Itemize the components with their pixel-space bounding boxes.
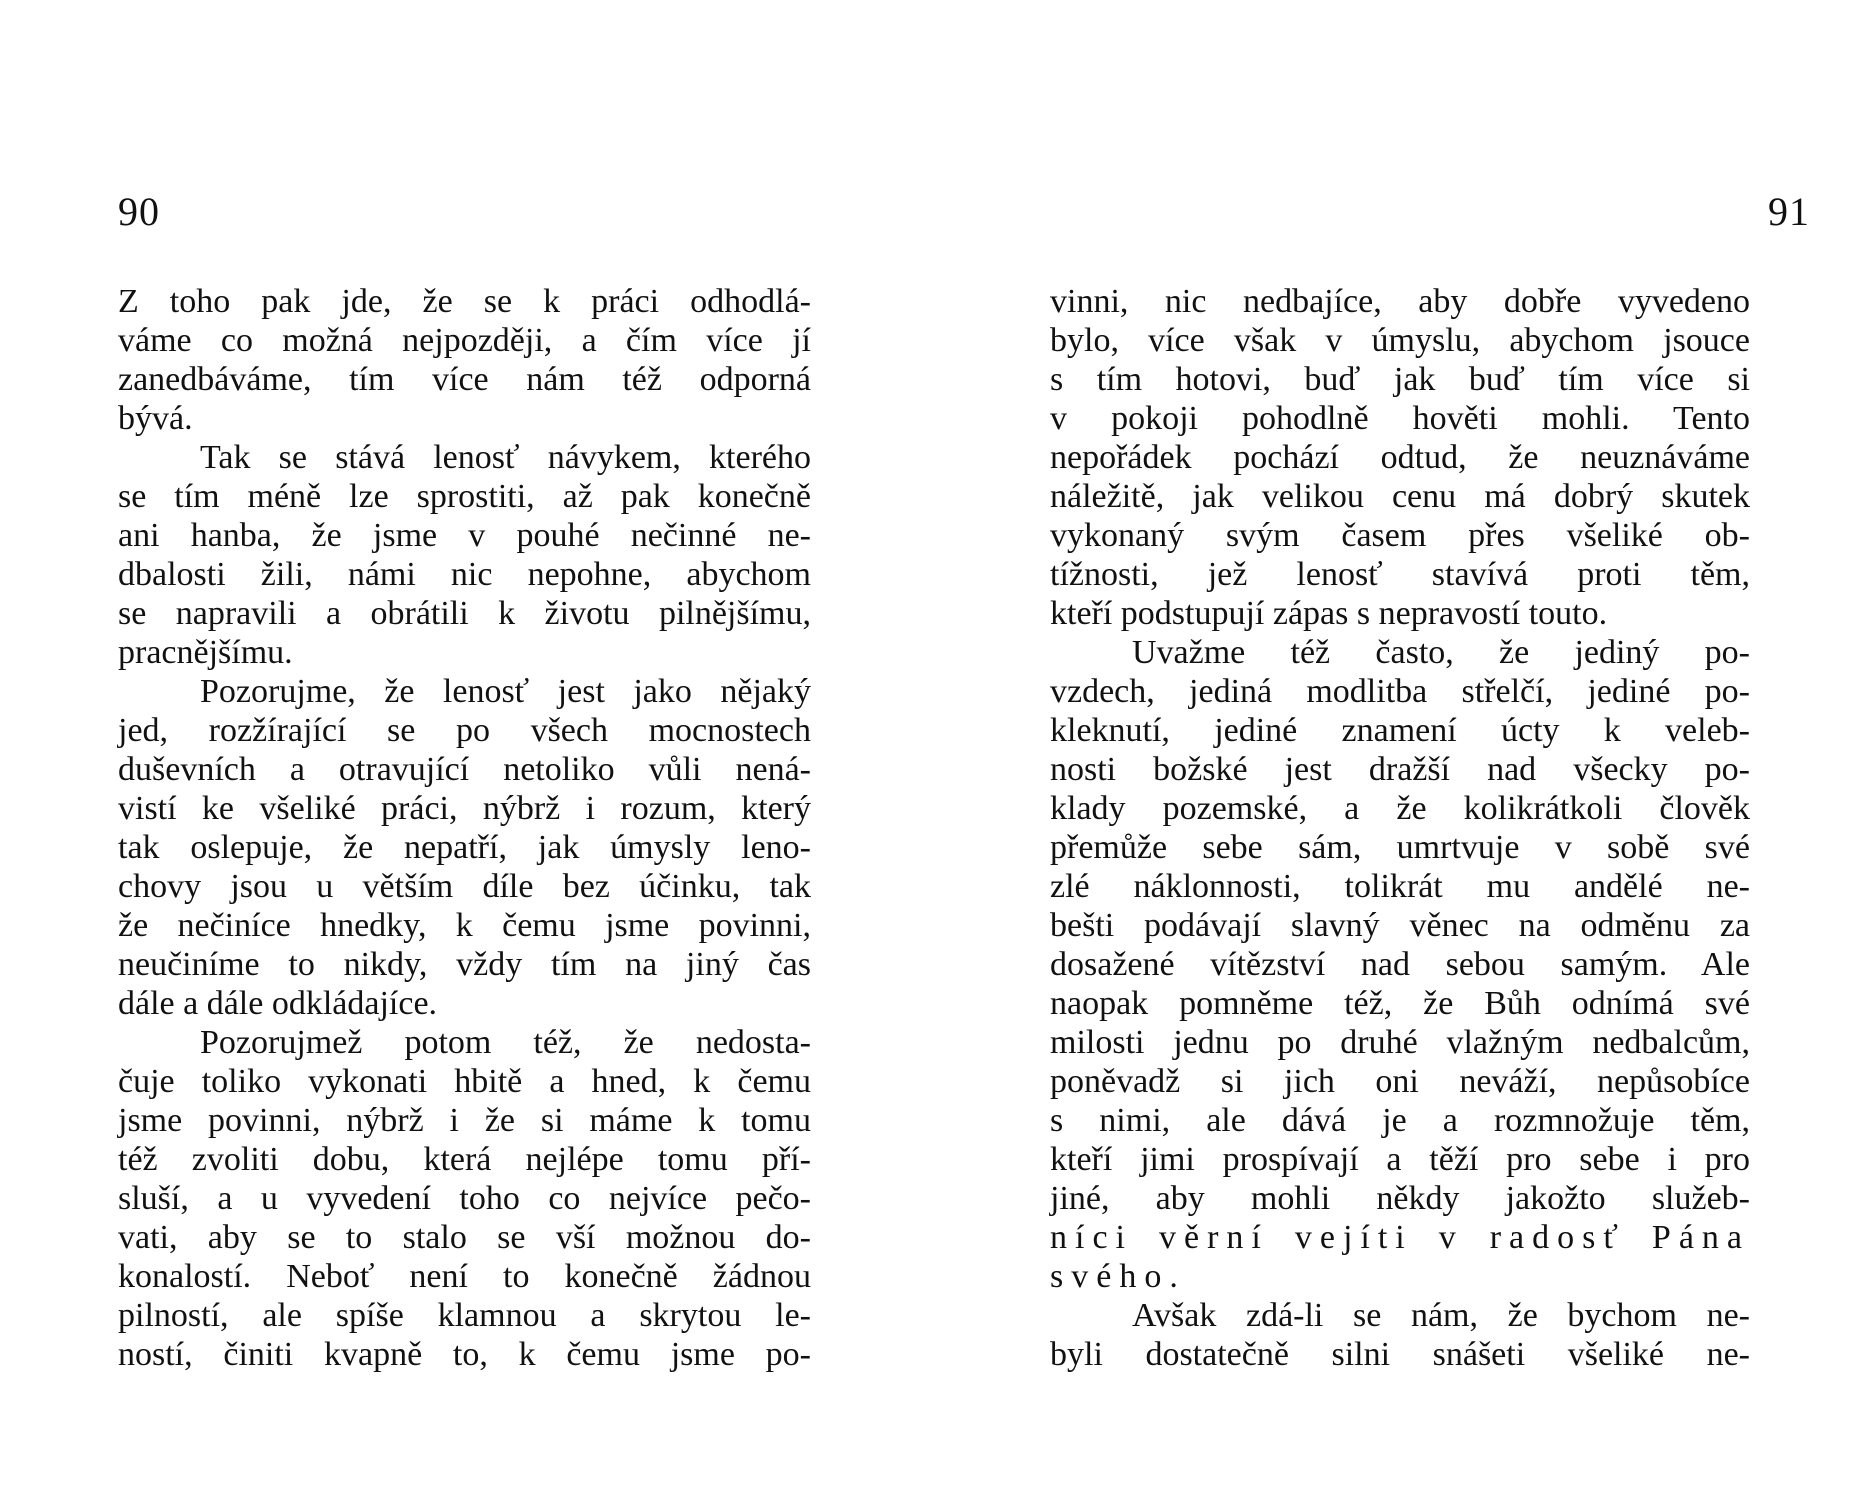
text-line: kteří jimi prospívají a těží pro sebe i pro (1050, 1141, 1750, 1178)
text-line: vinni, nic nedbajíce, aby dobře vyvedeno (1050, 283, 1750, 320)
text-line: též zvoliti dobu, která nejlépe tomu pří- (118, 1141, 811, 1178)
text-line: nosti božské jest dražší nad všecky po- (1050, 751, 1750, 788)
text-line: přemůže sebe sám, umrtvuje v sobě své (1050, 829, 1750, 866)
text-line: že nečiníce hnedky, k čemu jsme povinni, (118, 907, 811, 944)
text-line: dále a dále odkládajíce. (118, 985, 438, 1022)
text-line: poněvadž si jich oni neváží, nepůsobíce (1050, 1063, 1750, 1100)
text-line: jed, rozžírající se po všech mocnostech (118, 712, 811, 749)
text-line: jsme povinni, nýbrž i že si máme k tomu (118, 1102, 811, 1139)
text-line: čuje toliko vykonati hbitě a hned, k čemu (118, 1063, 811, 1100)
text-line: se napravili a obrátili k životu pilnějšímu, (118, 595, 811, 632)
left-page (118, 0, 878, 1500)
page-number-right: 91 (1768, 189, 1810, 234)
text-line: bývá. (118, 400, 193, 437)
text-line: milosti jednu po druhé vlažným nedbalcům, (1050, 1024, 1750, 1061)
text-line: vati, aby se to stalo se vší možnou do- (118, 1219, 811, 1256)
text-line: Avšak zdá-li se nám, že bychom ne- (1132, 1297, 1750, 1334)
text-line: se tím méně lze sprostiti, až pak konečně (118, 478, 811, 515)
text-line: konalostí. Neboť není to konečně žádnou (118, 1258, 811, 1295)
text-line: duševních a otravující netoliko vůli nená- (118, 751, 811, 788)
text-line: pracnějšímu. (118, 634, 293, 671)
text-line: tížnosti, jež lenosť stavívá proti těm, (1050, 556, 1750, 593)
text-line: kteří podstupují zápas s nepravostí touto. (1050, 595, 1608, 632)
text-line: byli dostatečně silni snášeti všeliké ne- (1050, 1336, 1750, 1373)
text-line: kleknutí, jediné znamení úcty k veleb- (1050, 712, 1750, 749)
text-line: bešti podávají slavný věnec na odměnu za (1050, 907, 1750, 944)
text-line: níci věrní vejíti v radosť Pána (1050, 1219, 1750, 1256)
page-number-left: 90 (118, 189, 160, 234)
text-line: jiné, aby mohli někdy jakožto služeb- (1050, 1180, 1750, 1217)
text-line: zanedbáváme, tím více nám též odporná (118, 361, 811, 398)
text-line: bylo, více však v úmyslu, abychom jsouce (1050, 322, 1750, 359)
text-line: nepořádek pochází odtud, že neuznáváme (1050, 439, 1750, 476)
text-line: naopak pomněme též, že Bůh odnímá své (1050, 985, 1750, 1022)
text-line: vykonaný svým časem přes všeliké ob- (1050, 517, 1750, 554)
text-line: zlé náklonnosti, tolikrát mu andělé ne- (1050, 868, 1750, 905)
text-line: ani hanba, že jsme v pouhé nečinné ne- (118, 517, 811, 554)
text-line: Tak se stává lenosť návykem, kterého (200, 439, 811, 476)
text-line: s nimi, ale dává je a rozmnožuje těm, (1050, 1102, 1750, 1139)
text-line: s tím hotovi, buď jak buď tím více si (1050, 361, 1750, 398)
text-line: dbalosti žili, námi nic nepohne, abychom (118, 556, 811, 593)
text-line: neučiníme to nikdy, vždy tím na jiný čas (118, 946, 811, 983)
text-line: v pokoji pohodlně hověti mohli. Tento (1050, 400, 1750, 437)
text-line: Pozorujmež potom též, že nedosta- (200, 1024, 811, 1061)
right-page (1050, 0, 1810, 1500)
text-line: Uvažme též často, že jediný po- (1132, 634, 1750, 671)
text-line: náležitě, jak velikou cenu má dobrý skutek (1050, 478, 1750, 515)
text-line: tak oslepuje, že nepatří, jak úmysly leno- (118, 829, 811, 866)
text-line: dosažené vítězství nad sebou samým. Ale (1050, 946, 1750, 983)
text-line: ností, činiti kvapně to, k čemu jsme po- (118, 1336, 811, 1373)
text-line: svého. (1050, 1258, 1186, 1295)
text-line: vistí ke všeliké práci, nýbrž i rozum, který (118, 790, 811, 827)
text-line: váme co možná nejpozději, a čím více jí (118, 322, 811, 359)
text-line: sluší, a u vyvedení toho co nejvíce pečo- (118, 1180, 811, 1217)
text-line: pilností, ale spíše klamnou a skrytou le- (118, 1297, 811, 1334)
text-line: chovy jsou u větším díle bez účinku, tak (118, 868, 811, 905)
left-page-text (118, 282, 811, 1374)
text-line: Z toho pak jde, že se k práci odhodlá- (118, 283, 811, 320)
text-line: vzdech, jediná modlitba střelčí, jediné po- (1050, 673, 1750, 710)
text-line: klady pozemské, a že kolikrátkoli člověk (1050, 790, 1750, 827)
text-line: Pozorujme, že lenosť jest jako nějaký (200, 673, 811, 710)
right-page-text (1050, 282, 1750, 1374)
